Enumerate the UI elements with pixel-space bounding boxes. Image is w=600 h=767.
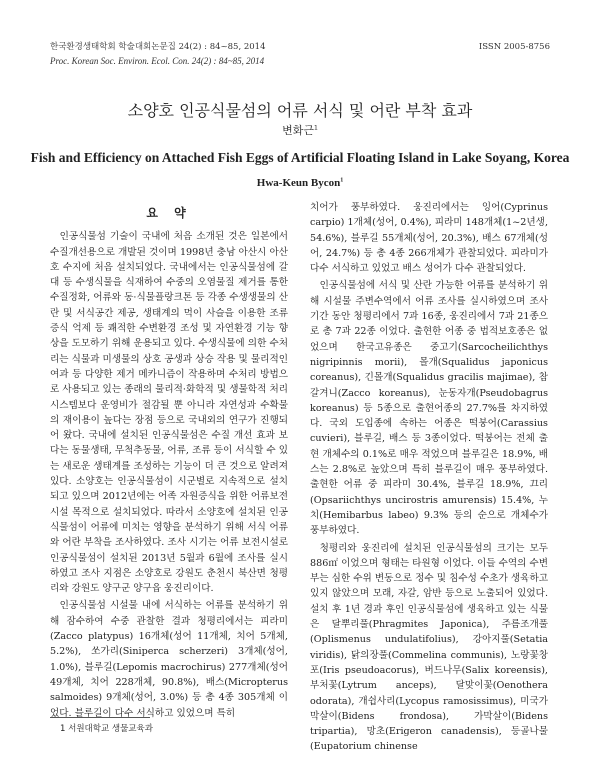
abstract-paragraph-5: 청평리와 웅진리에 설치된 인공식물섬의 크기는 모두 886㎡ 이었으며 형태는 타원형 이었다. 이들 수역의 수변부는 심한 수위 변동으로 정수 및 침수성 수초가 생육하고 있지 않았으며 모래, 자갈, 암반 등으로 노출되어 있었다. 설치 후 1년 경과 후인 인공식물섬에 생육하고 있는 식물은 달뿌리풀(Phragmites Japonica), 주름조개풀(Oplismenus undulatifolius), 강아지풀(Setatia viridis), 닭의장풀(Commelina communis), 노랑꽃창포(Iris pseudoacorus), 버드나무(Salix koreensis), 부처꽃(Lytrum anceps), 달맞이꽃(Oenothera odorata), 개쉽사리(Lycopus ramosissimus), 미국가막살이(Bidens frondosa), 가막살이(Bidens tripartia), 망초(Erigeron canadensis), 등골나물(Eupatorium chinense xyxy=(310,542,548,753)
abstract-paragraph-3: 치어가 풍부하였다. 웅진리에서는 잉어(Cyprinus carpio) 1개체(성어, 0.4%), 피라미 148개체(1~2년생, 54.6%), 블루길 55개체(성어, 20.3%), 배스 67개체(성어, 24.7%) 등 총 4종 266개체가 관찰되었다. 피라미가 다수 서식하고 있었고 배스 성어가 다수 관찰되었다. xyxy=(310,202,548,275)
footnote-affiliation: 1 서원대학교 생물교육과 xyxy=(60,724,153,734)
abstract-paragraph-2: 인공식물섬 시설물 내에 서식하는 어류를 분석하기 위해 잠수하여 수중 관찰한 결과 청평리에서는 피라미(Zacco platypus) 16개체(성어 11개체, 치어 5개체, 5.2%), 쏘가리(Siniperca scherzeri) 3개체(성어, 1.0%), 블루길(Lepomis macrochirus) 277개체(성어 49개체, 치어 228개체, 90.8%), 배스(Micropterus salmoides) 9개체(성어, 3.0%) 등 총 4종 305개체 이었다. 블루길이 다수 서식하고 있었으며 특히 xyxy=(50,600,288,719)
abstract-paragraph-4: 인공식물섬에 서식 및 산란 가능한 어류를 분석하기 위해 시설물 주변수역에서 어류 조사를 실시하였으며 조사 기간 동안 청평리에서 7과 16종, 웅진리에서 7과 21종으로 총 7과 22종 이었다. 출현한 어종 중 법적보호종은 없었으며 한국고유종은 중고기(Sarcocheilichthys nigripinnis morii), 몰개(Squalidus japonicus coreanus), 긴몰개(Squalidus gracilis majimae), 참갈겨니(Zacco koreanus), 눈동자개(Pseudobagrus koreanus) 등 5종으로 출현어종의 27.7%를 차지하였다. 국외 도입종에 속하는 어종은 떡붕어(Carassius cuvieri), 블루길, 배스 등 3종이었다. 떡붕어는 전체 출현 개체수의 0.1%로 매우 적었으며 블루길은 18.9%, 배스는 2.8%로 높았으며 특히 블루길이 매우 풍부하였다. 출현한 어류 중 피라미 30.4%, 블루길 18.9%, 끄리(Opsariichthys uncirostris amurensis) 15.4%, 누치(Hemibarbus labeo) 9.3% 등의 순으로 개체수가 풍부하였다. xyxy=(310,280,548,537)
right-column xyxy=(310,200,548,757)
abstract-paragraph-1: 인공식물섬 기술이 국내에 처음 소개된 것은 일본에서 수질개선용으로 개발된 것이며 1998년 충남 아산시 아산호 수지에 처음 설치되었다. 국내에서는 인공식물섬에 갈대 등 수생식물을 식재하여 수중의 오염물질 제거를 통한 수질정화, 어류와 동·식물플랑크톤 등 각종 수생생물의 산란 및 서식공간 제공, 생태계의 먹이 사슬을 이용한 조류 증식 억제 등 쾌적한 수변환경 조성 및 자연환경 기능 향상을 도모하기 위해 운용되고 있다. 수생식물에 의한 수처리는 식물과 미생물의 상호 공생과 상승 작용 및 물리적인 여과 등 다양한 제거 메카니즘이 작용하며 수처리 방법으로 사용되고 있는 종래의 물리적·화학적 및 생물학적 처리 시스템보다 운영비가 절감될 뿐 아니라 자연성과 수확물의 재이용이 높다는 장점 등으로 국내외의 연구가 진행되어 왔다. 국내에 설치된 인공식물섬은 수질 개선 효과 보다는 동물생태, 무척추동물, 어류, 조류 등이 서식할 수 있는 새로운 생태계를 조성하는 기능이 더 큰 것으로 알려져 있다. 소양호는 인공식물섬이 시군별로 지속적으로 설치되고 있으며 2012년에는 어족 자원증식을 위한 어류보전 시설 목적으로 설치되었다. 따라서 소양호에 설치된 인공식물섬이 어류에 미치는 영향을 분석하기 위해 서식 어류와 어란 부착을 조사하였다. 조사 시기는 어류 보전시설로 인공식물섬이 설치된 2013년 5월과 6월에 조사를 실시하였고 조사 지점은 소양호로 강원도 춘천시 북산면 청평리와 강원도 양구군 양구읍 웅진리이다. xyxy=(50,231,288,595)
left-column xyxy=(50,200,288,723)
title-korean: 소양호 인공식물섬의 어류 서식 및 어란 부착 효과 xyxy=(127,101,473,120)
journal-korean: 한국환경생태학회 학술대회논문집 24(2) : 84~85, 2014 xyxy=(50,42,266,52)
journal-english: Proc. Korean Soc. Environ. Ecol. Con. 24(2) : 84~85, 2014 xyxy=(50,56,265,66)
author-korean xyxy=(0,122,600,138)
author-english-name: Hwa-Keun Bycon xyxy=(256,177,341,189)
author-english xyxy=(0,177,600,189)
author-korean-affil-mark: 1 xyxy=(314,124,318,132)
title-english: Fish and Efficiency on Attached Fish Eggs of Artificial Floating Island in Lake Soyang, Korea xyxy=(30,150,570,165)
author-korean-name: 변화근 xyxy=(282,124,315,137)
abstract-heading: 요 약 xyxy=(146,206,192,220)
issn: ISSN 2005-8756 xyxy=(478,42,550,52)
footnote-divider xyxy=(50,717,150,718)
author-english-affil-mark: 1 xyxy=(340,177,344,184)
running-header xyxy=(50,40,550,68)
